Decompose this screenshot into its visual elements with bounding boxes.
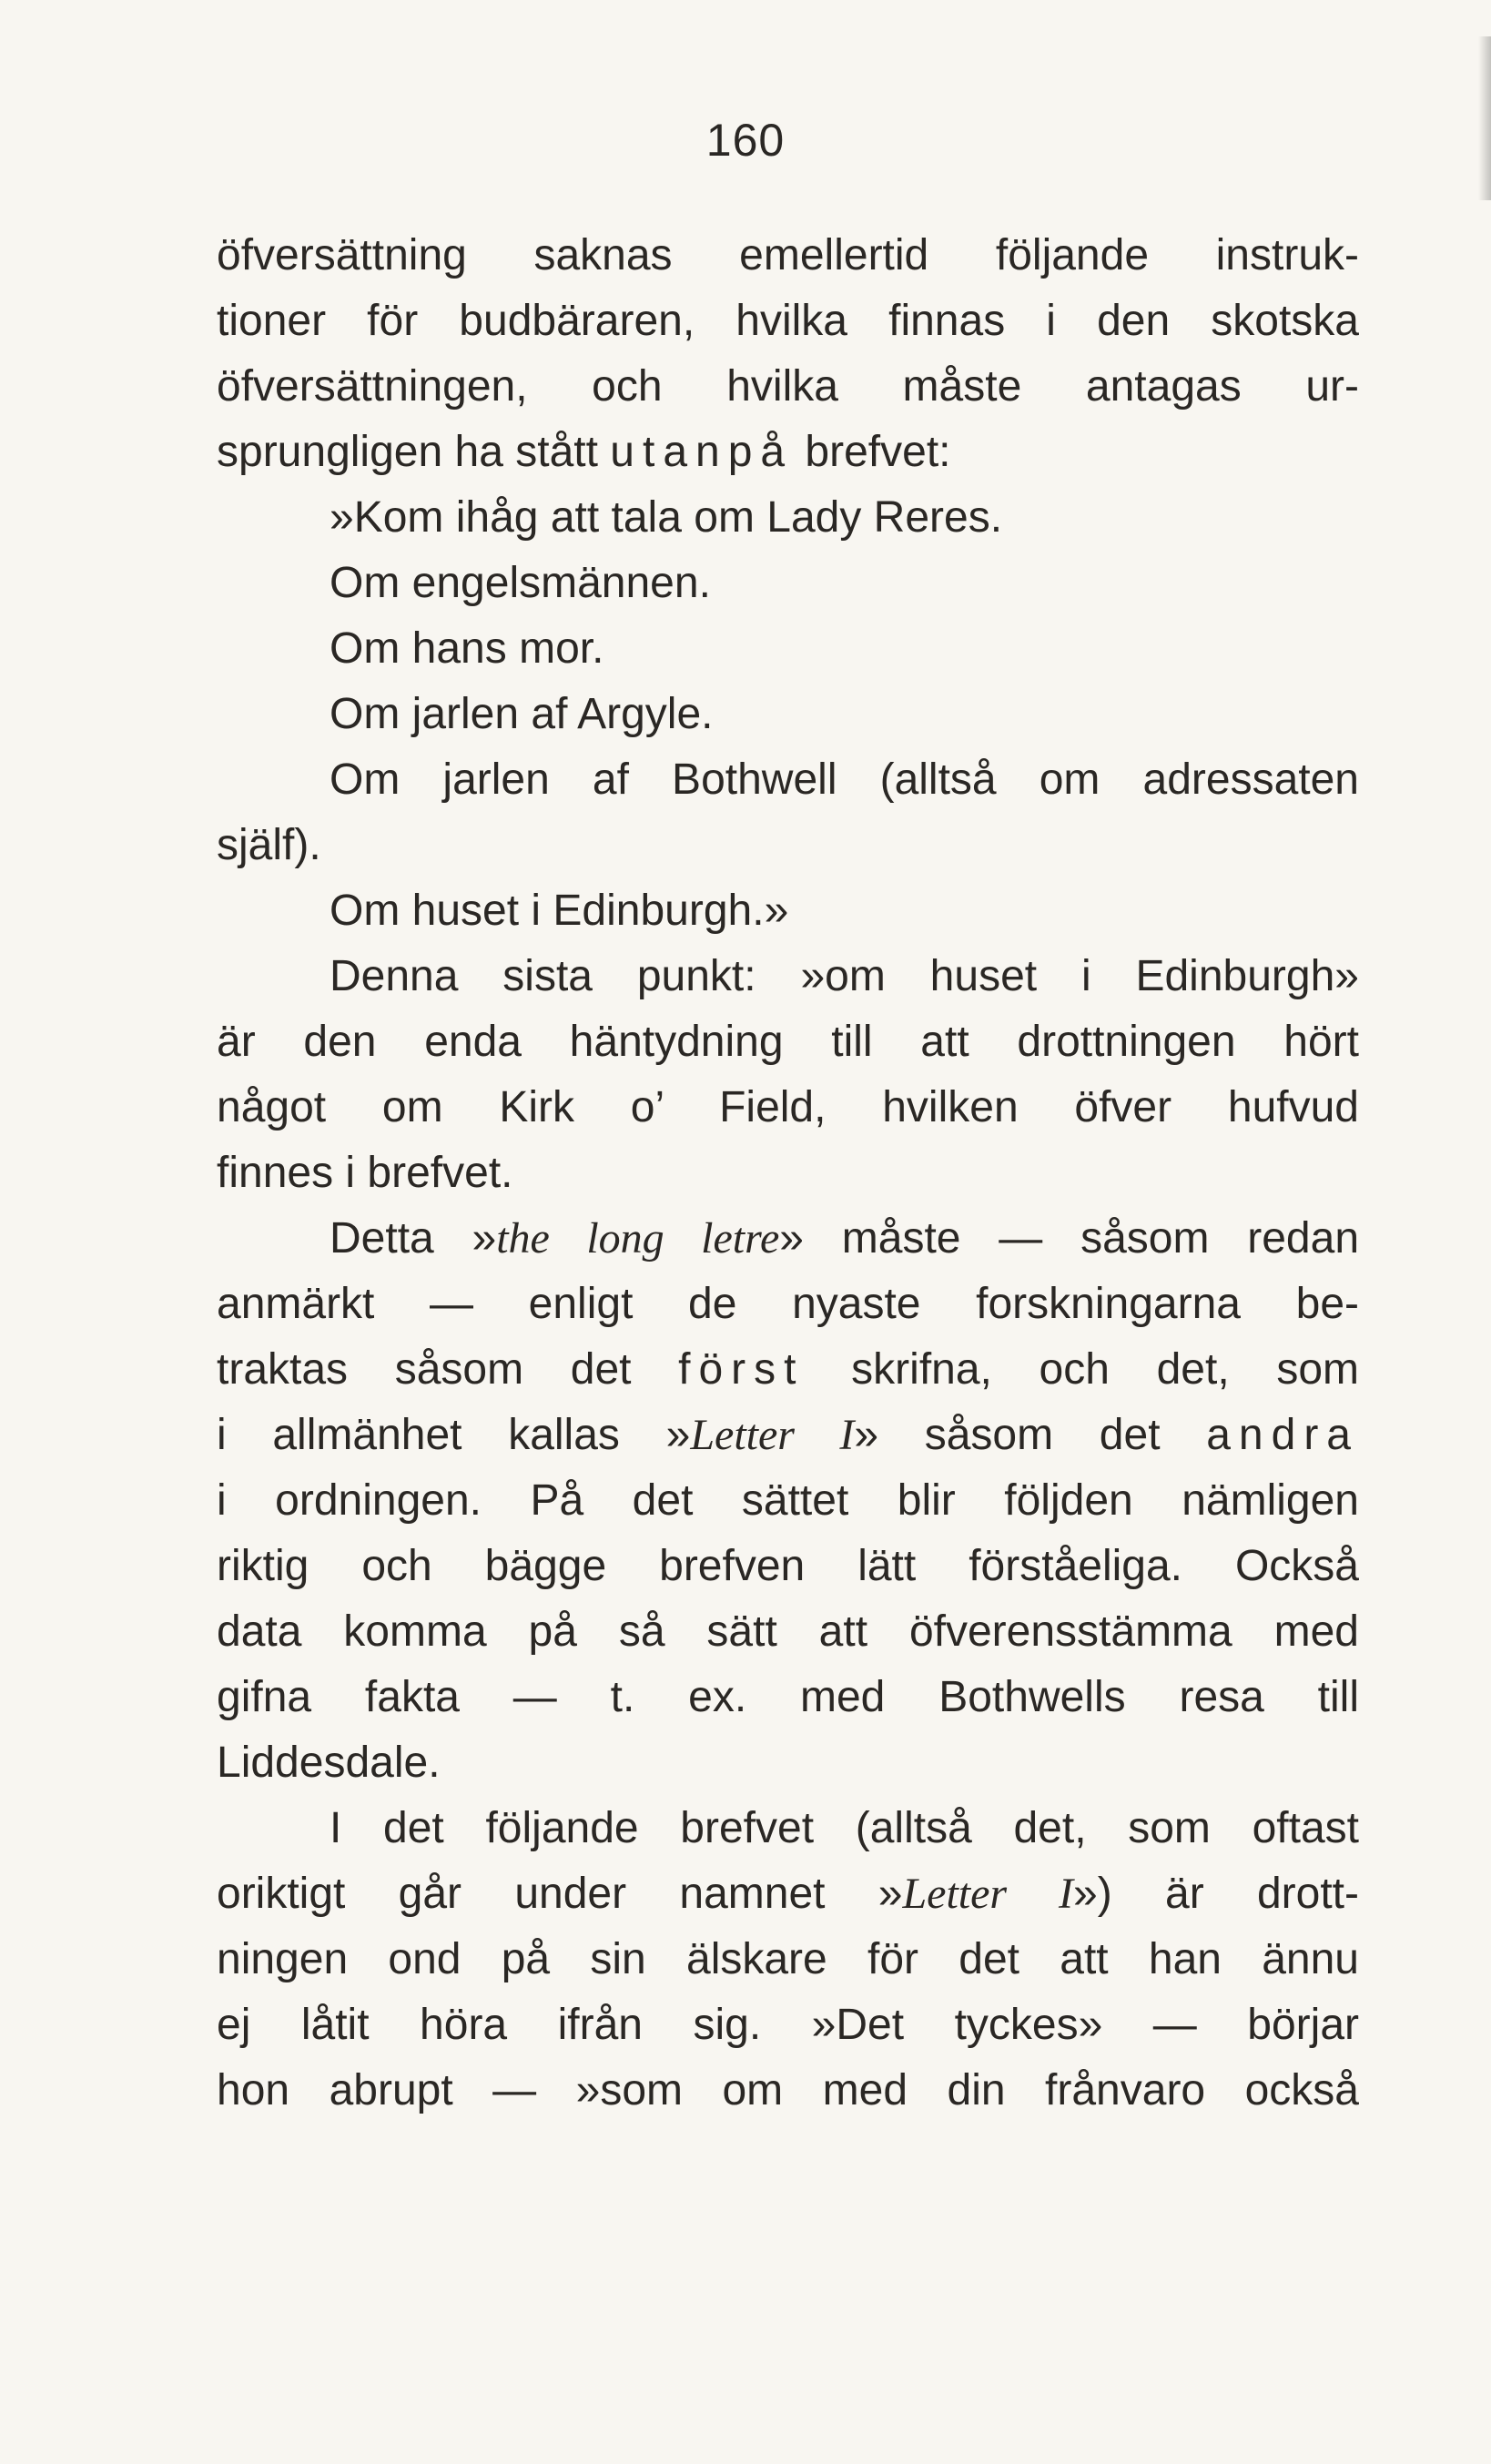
text-line-2: tioner för budbäraren, hvilka finnas i den skotska	[217, 297, 1359, 345]
text-line-25: I det följande brefvet (alltså det, som oftast	[330, 1804, 1359, 1852]
text-line-21: riktig och bägge brefven lätt förståeliga. Också	[217, 1542, 1359, 1590]
text-line-19: i allmänhet kallas »Letter I» såsom det andra	[217, 1411, 1359, 1459]
text-line-14: något om Kirk o’ Field, hvilken öfver hufvud	[217, 1083, 1359, 1131]
text-line-5: »Kom ihåg att tala om Lady Reres.	[330, 493, 1003, 542]
spaced-word-forst: först	[678, 1345, 805, 1394]
text-line-12: Denna sista punkt: »om huset i Edinburgh»	[330, 952, 1359, 1000]
italic-letter-i-2: Letter I	[902, 1870, 1074, 1918]
text-line-1: öfversättning saknas emellertid följande instruk-	[217, 231, 1359, 279]
text-line-13: är den enda häntydning till att drottningen hört	[217, 1018, 1359, 1066]
text-line-17: anmärkt — enligt de nyaste forskningarna be-	[217, 1280, 1359, 1328]
text-line-16: Detta »the long letre» måste — såsom redan	[330, 1214, 1360, 1262]
spaced-word-utanpa: utanpå	[610, 428, 794, 476]
italic-the-long-letre: the long letre	[496, 1214, 780, 1262]
text-line-3: öfversättningen, och hvilka måste antagas ur-	[217, 362, 1359, 411]
text-line-10: själf).	[217, 821, 321, 869]
text-line-29: hon abrupt — »som om med din frånvaro också	[217, 2066, 1359, 2114]
text-line-27: ningen ond på sin älskare för det att han ännu	[217, 1935, 1359, 1983]
spaced-word-andra: andra	[1206, 1411, 1359, 1459]
text-line-8: Om jarlen af Argyle.	[330, 690, 714, 738]
text-line-11: Om huset i Edinburgh.»	[330, 887, 789, 935]
text-line-28: ej låtit höra ifrån sig. »Det tyckes» — börjar	[217, 2001, 1359, 2049]
text-line-4: sprungligen ha stått utanpå brefvet:	[217, 428, 951, 476]
text-line-24: Liddesdale.	[217, 1739, 441, 1787]
italic-letter-i: Letter I	[690, 1411, 855, 1459]
text-line-22: data komma på så sätt att öfverensstämma med	[217, 1607, 1359, 1656]
text-line-18: traktas såsom det först skrifna, och det, som	[217, 1345, 1359, 1394]
text-line-20: i ordningen. På det sättet blir följden nämligen	[217, 1476, 1359, 1525]
text-line-9: Om jarlen af Bothwell (alltså om adressaten	[330, 755, 1359, 804]
text-line-7: Om hans mor.	[330, 624, 604, 673]
page-number: 160	[705, 115, 786, 166]
text-line-23: gifna fakta — t. ex. med Bothwells resa till	[217, 1673, 1359, 1721]
text-line-6: Om engelsmännen.	[330, 559, 711, 607]
text-line-26: oriktigt går under namnet »Letter I») är drott-	[217, 1870, 1360, 1918]
text-line-15: finnes i brefvet.	[217, 1149, 513, 1197]
